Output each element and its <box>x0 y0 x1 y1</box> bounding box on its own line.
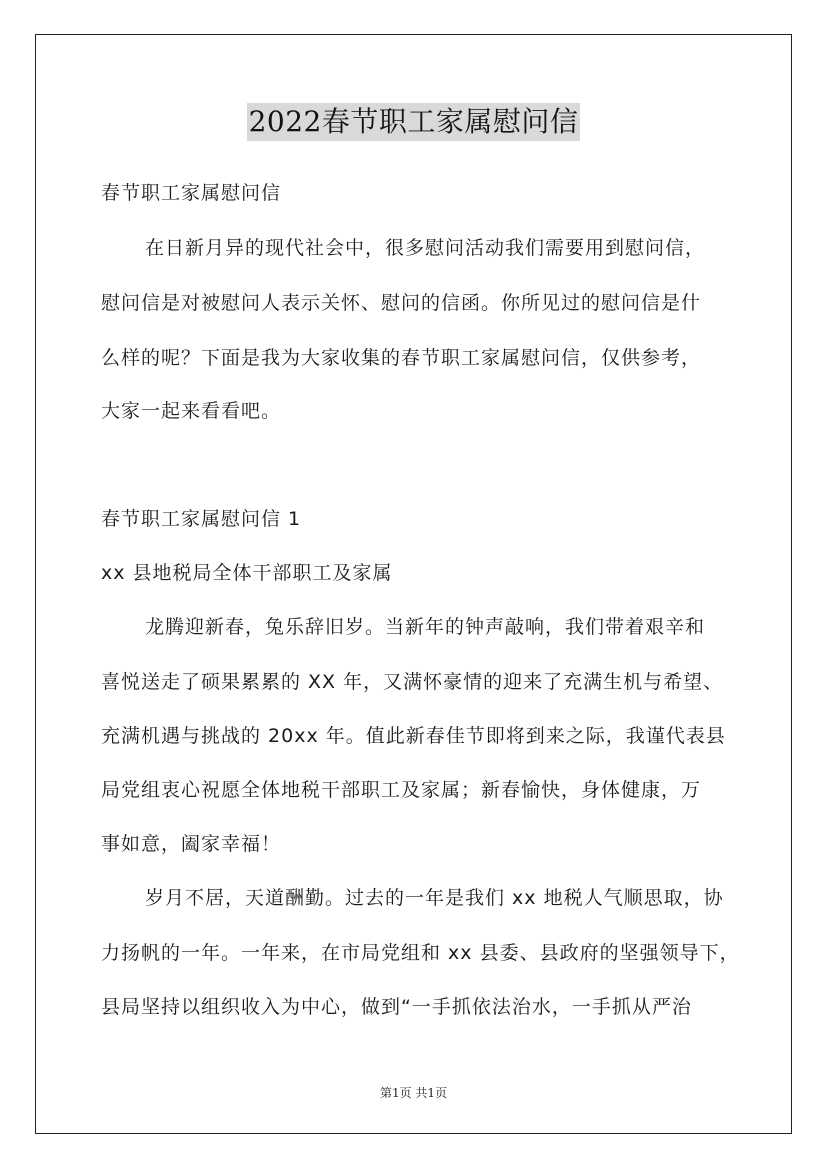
paragraph-line: 局党组衷心祝愿全体地税干部职工及家属；新春愉快，身体健康，万 <box>101 779 702 801</box>
paragraph-line: 力扬帆的一年。一年来，在市局党组和 xx 县委、县政府的坚强领导下， <box>101 942 740 964</box>
intro-line: 么样的呢？下面是我为大家收集的春节职工家属慰问信，仅供参考， <box>101 347 702 369</box>
paragraph-line: 事如意，阖家幸福！ <box>101 833 282 855</box>
intro-line: 在日新月异的现代社会中，很多慰问活动我们需要用到慰问信， <box>145 237 706 259</box>
document-title: 2022春节职工家属慰问信 <box>247 103 581 141</box>
paragraph-line: 喜悦送走了硕果累累的 XX 年，又满怀豪情的迎来了充满生机与希望、 <box>101 671 724 693</box>
intro-line: 大家一起来看看吧。 <box>101 400 282 422</box>
title-container <box>0 103 827 141</box>
intro-line: 慰问信是对被慰问人表示关怀、慰问的信函。你所见过的慰问信是什 <box>101 292 702 314</box>
page-footer: 第1页 共1页 <box>379 1086 448 1100</box>
paragraph-line: 县局坚持以组织收入为中心，做到“一手抓依法治水，一手抓从严治 <box>101 996 692 1018</box>
paragraph-line: 岁月不居，天道酬勤。过去的一年是我们 xx 地税人气顺思取，协 <box>145 887 724 909</box>
salutation: xx 县地税局全体干部职工及家属 <box>101 562 393 584</box>
section-heading: 春节职工家属慰问信 1 <box>101 508 302 530</box>
paragraph-line: 充满机遇与挑战的 20xx 年。值此新春佳节即将到来之际，我谨代表县 <box>101 725 726 747</box>
document-subtitle: 春节职工家属慰问信 <box>101 182 282 204</box>
paragraph-line: 龙腾迎新春，兔乐辞旧岁。当新年的钟声敲响，我们带着艰辛和 <box>145 616 706 638</box>
